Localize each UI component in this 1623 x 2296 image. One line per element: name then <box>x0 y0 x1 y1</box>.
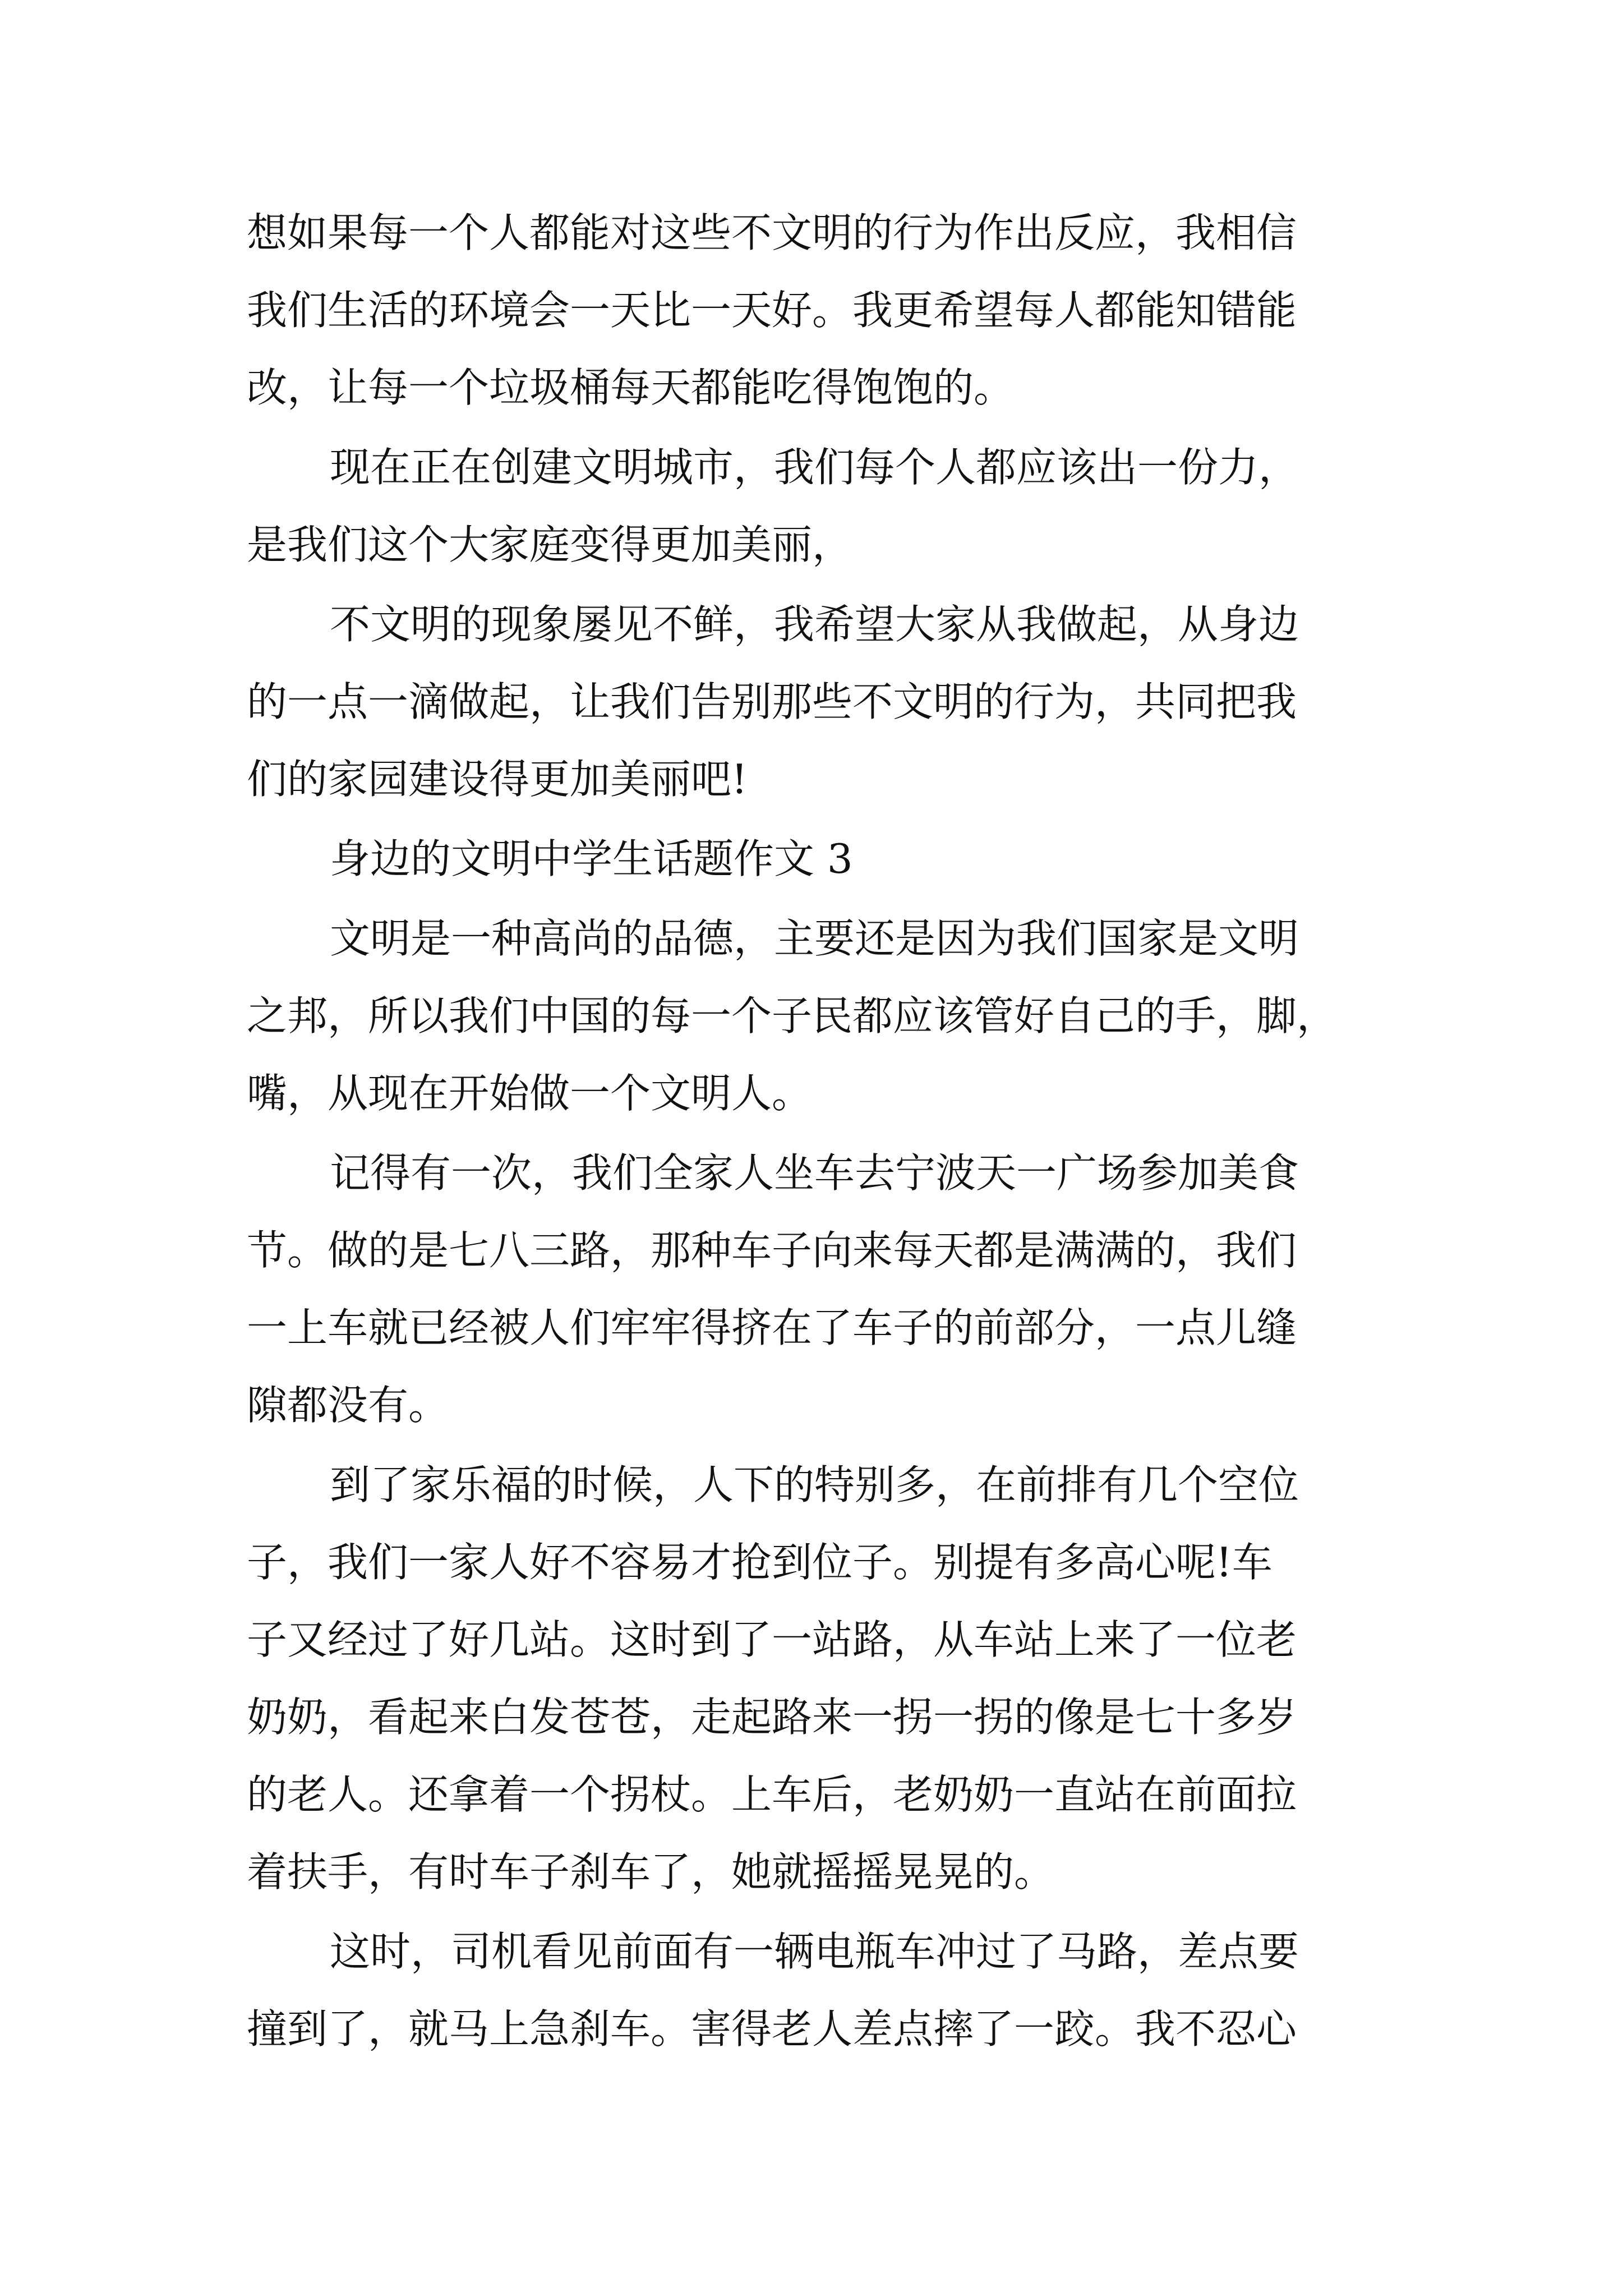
paragraph-first-line: 这时，司机看见前面有一辆电瓶车冲过了马路，差点要 <box>330 1928 1299 1975</box>
text-line: 们的家园建设得更加美丽吧! <box>247 756 748 803</box>
text-line: 的一点一滴做起，让我们告别那些不文明的行为，共同把我 <box>247 678 1297 725</box>
text-line: 奶奶，看起来白发苍苍，走起路来一拐一拐的像是七十多岁 <box>247 1694 1297 1741</box>
text-line: 隙都没有。 <box>247 1382 449 1429</box>
text-line: 子又经过了好几站。这时到了一站路，从车站上来了一位老 <box>247 1616 1297 1663</box>
paragraph-first-line: 记得有一次，我们全家人坐车去宁波天一广场参加美食 <box>330 1149 1299 1197</box>
text-line: 嘴，从现在开始做一个文明人。 <box>247 1070 813 1117</box>
text-line: 一上车就已经被人们牢牢得挤在了车子的前部分，一点儿缝 <box>247 1304 1297 1351</box>
paragraph-first-line: 现在正在创建文明城市，我们每个人都应该出一份力， <box>330 444 1299 491</box>
text-line: 改，让每一个垃圾桶每天都能吃得饱饱的。 <box>247 364 1015 411</box>
text-line: 子，我们一家人好不容易才抢到位子。别提有多高心呢!车 <box>247 1539 1272 1586</box>
text-line: 着扶手，有时车子刹车了，她就摇摇晃晃的。 <box>247 1848 1055 1895</box>
paragraph-first-line: 不文明的现象屡见不鲜，我希望大家从我做起，从身边 <box>330 601 1299 648</box>
paragraph-first-line: 文明是一种高尚的品德，主要还是因为我们国家是文明 <box>330 915 1299 962</box>
text-line: 之邦，所以我们中国的每一个子民都应该管好自己的手，脚， <box>247 992 1338 1039</box>
text-line: 节。做的是七八三路，那种车子向来每天都是满满的，我们 <box>247 1227 1297 1274</box>
paragraph-first-line: 到了家乐福的时候，人下的特别多，在前排有几个空位 <box>330 1461 1299 1508</box>
text-line: 是我们这个大家庭变得更加美丽， <box>247 521 853 568</box>
text-line: 撞到了，就马上急刹车。害得老人差点摔了一跤。我不忍心 <box>247 2005 1297 2053</box>
text-line: 想如果每一个人都能对这些不文明的行为作出反应，我相信 <box>247 209 1297 256</box>
text-line: 的老人。还拿着一个拐杖。上车后，老奶奶一直站在前面拉 <box>247 1771 1297 1818</box>
section-heading: 身边的文明中学生话题作文 3 <box>330 835 853 882</box>
text-line: 我们生活的环境会一天比一天好。我更希望每人都能知错能 <box>247 287 1297 334</box>
